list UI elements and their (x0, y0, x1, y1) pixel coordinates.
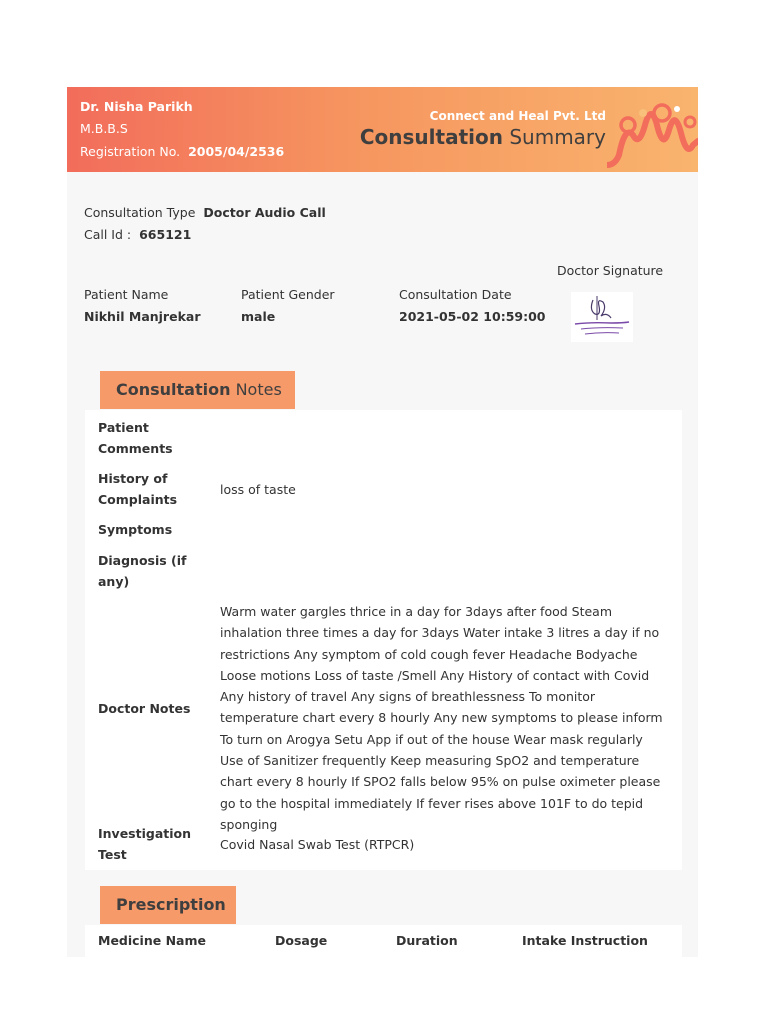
call-id-value: 665121 (139, 227, 192, 242)
consultation-notes-heading (100, 371, 295, 409)
patient-name-label: Patient Name (84, 287, 169, 302)
notes-row-label: Diagnosis (if any) (98, 553, 187, 589)
header-banner (67, 87, 698, 172)
consultation-type-value: Doctor Audio Call (203, 205, 326, 220)
consultation-type-label: Consultation Type (84, 205, 196, 220)
notes-row-value: Warm water gargles thrice in a day for 3days after food Steam inhalation three times a day for 3days Water intake 3 litres a day if no restrictions Any symptom of cold cough fever Headache Bodyache Loose motions Loss of taste /Smell Any History of contact with Covid Any history of travel Any signs of breathlessness To monitor temperature chart every 8 hourly Any new symptoms to please inform To turn on Arogya Setu App if out of the house Wear mask regularly Use of Sanitizer frequently Keep measuring SpO2 and temperature chart every 8 hourly If SPO2 falls below 95% on pulse oximeter please go to the hospital immediately If fever rises above 101F to do tepid sponging (220, 604, 663, 832)
notes-row-label: Symptoms (98, 522, 173, 537)
heartbeat-logo-icon (607, 95, 698, 185)
notes-row-label: Patient Comments (98, 420, 173, 456)
consultation-summary-page (67, 87, 698, 957)
page-title-light: Summary (509, 125, 606, 149)
doctor-qualification: M.B.B.S (80, 121, 128, 136)
consultation-date-label: Consultation Date (399, 287, 512, 302)
patient-name-value: Nikhil Manjrekar (84, 309, 201, 324)
consultation-type (84, 205, 326, 220)
consultation-notes-table (85, 410, 682, 870)
notes-row-label: Doctor Notes (98, 701, 191, 716)
column-header: Duration (396, 933, 458, 948)
notes-row-label: History of Complaints (98, 471, 178, 507)
doctor-signature-image (571, 292, 633, 342)
column-header: Intake Instruction (522, 933, 648, 948)
notes-title-light: Notes (235, 380, 282, 399)
notes-row-value: Covid Nasal Swab Test (RTPCR) (220, 837, 415, 852)
column-header: Medicine Name (98, 933, 206, 948)
consultation-date-value: 2021-05-02 10:59:00 (399, 309, 546, 324)
page-title (360, 125, 606, 149)
registration-number: 2005/04/2536 (188, 144, 285, 159)
notes-row-value: loss of taste (220, 482, 296, 497)
company-name: Connect and Heal Pvt. Ltd (429, 109, 606, 123)
page-title-bold: Consultation (359, 125, 503, 149)
patient-gender-label: Patient Gender (241, 287, 335, 302)
notes-title-bold: Consultation (116, 380, 231, 399)
column-header: Dosage (275, 933, 328, 948)
registration-label: Registration No. (80, 144, 181, 159)
prescription-heading (100, 886, 236, 924)
call-id (84, 227, 191, 242)
prescription-table-header (85, 925, 682, 957)
patient-gender-value: male (241, 309, 276, 324)
call-id-label: Call Id : (84, 227, 132, 242)
registration (80, 144, 284, 159)
doctor-signature-label: Doctor Signature (557, 263, 664, 278)
notes-row-label: Investigation Test (98, 826, 192, 862)
prescription-title: Prescription (116, 895, 226, 914)
doctor-name: Dr. Nisha Parikh (80, 99, 193, 114)
